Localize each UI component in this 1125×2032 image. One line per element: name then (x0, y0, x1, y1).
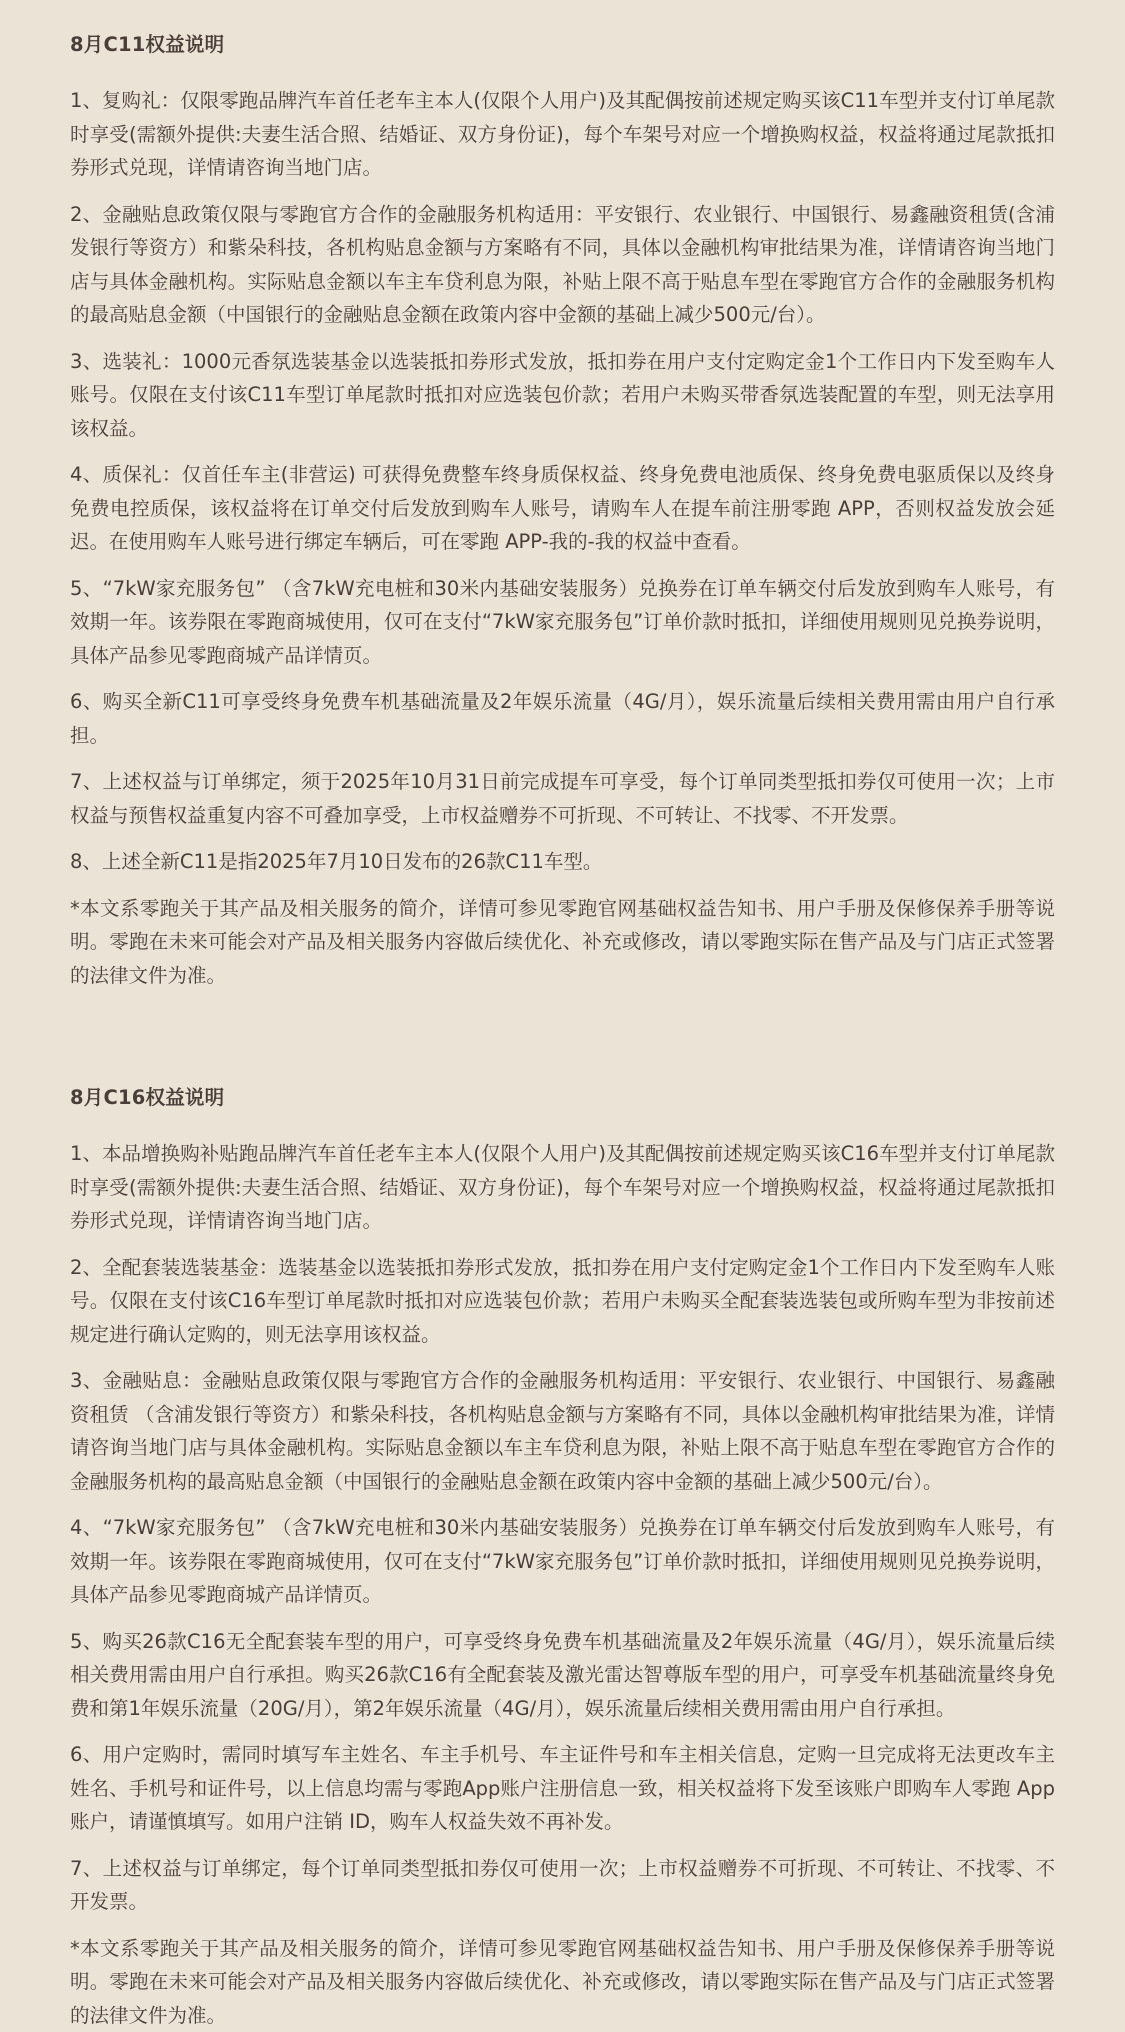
c11-item-2: 2、金融贴息政策仅限与零跑官方合作的金融服务机构适用：平安银行、农业银行、中国银行、易鑫融资租赁(含浦发银行等资方）和紫朵科技，各机构贴息金额与方案略有不同，具体以金融机构审批结果为准，详情请咨询当地门店与具体金融机构。实际贴息金额以车主车贷利息为限，补贴上限不高于贴息车型在零跑官方合作的金融服务机构的最高贴息金额（中国银行的金融贴息金额在政策内容中金额的基础上减少500元/台）。 (70, 198, 1055, 332)
c11-benefits-section (70, 28, 1055, 992)
c11-item-3: 3、选装礼：1000元香氛选装基金以选装抵扣券形式发放，抵扣券在用户支付定购定金1个工作日内下发至购车人账号。仅限在支付该C11车型订单尾款时抵扣对应选装包价款；若用户未购买带香氛选装配置的车型，则无法享用该权益。 (70, 345, 1055, 446)
c11-item-6: 6、购买全新C11可享受终身免费车机基础流量及2年娱乐流量（4G/月），娱乐流量后续相关费用需由用户自行承担。 (70, 685, 1055, 752)
section-spacer (70, 1005, 1055, 1081)
c16-item-7: 7、上述权益与订单绑定，每个订单同类型抵扣券仅可使用一次；上市权益赠券不可折现、不可转让、不找零、不开发票。 (70, 1852, 1055, 1919)
section-title-c16: 8月C16权益说明 (70, 1081, 1055, 1115)
c11-disclaimer-note: *本文系零跑关于其产品及相关服务的简介，详情可参见零跑官网基础权益告知书、用户手册及保修保养手册等说明。零跑在未来可能会对产品及相关服务内容做后续优化、补充或修改，请以零跑实际在售产品及与门店正式签署的法律文件为准。 (70, 892, 1055, 993)
section-title-c11: 8月C11权益说明 (70, 28, 1055, 62)
c16-disclaimer-note: *本文系零跑关于其产品及相关服务的简介，详情可参见零跑官网基础权益告知书、用户手册及保修保养手册等说明。零跑在未来可能会对产品及相关服务内容做后续优化、补充或修改，请以零跑实际在售产品及与门店正式签署的法律文件为准。 (70, 1932, 1055, 2032)
c11-item-5: 5、“7kW家充服务包” （含7kW充电桩和30米内基础安装服务）兑换券在订单车辆交付后发放到购车人账号，有效期一年。该券限在零跑商城使用，仅可在支付“7kW家充服务包”订单价款时抵扣，详细使用规则见兑换券说明，具体产品参见零跑商城产品详情页。 (70, 572, 1055, 673)
c16-benefits-section (70, 1081, 1055, 2032)
c16-item-3: 3、金融贴息：金融贴息政策仅限与零跑官方合作的金融服务机构适用：平安银行、农业银行、中国银行、易鑫融资租赁 （含浦发银行等资方）和紫朵科技，各机构贴息金额与方案略有不同，具体以金融机构审批结果为准，详情请咨询当地门店与具体金融机构。实际贴息金额以车主车贷利息为限，补贴上限不高于贴息车型在零跑官方合作的金融服务机构的最高贴息金额（中国银行的金融贴息金额在政策内容中金额的基础上减少500元/台）。 (70, 1364, 1055, 1498)
c16-item-6: 6、用户定购时，需同时填写车主姓名、车主手机号、车主证件号和车主相关信息，定购一旦完成将无法更改车主姓名、手机号和证件号，以上信息均需与零跑App账户注册信息一致，相关权益将下发至该账户即购车人零跑 App 账户，请谨慎填写。如用户注销 ID，购车人权益失效不再补发。 (70, 1738, 1055, 1839)
c11-item-7: 7、上述权益与订单绑定，须于2025年10月31日前完成提车可享受，每个订单同类型抵扣券仅可使用一次；上市权益与预售权益重复内容不可叠加享受，上市权益赠券不可折现、不可转让、不找零、不开发票。 (70, 765, 1055, 832)
c16-item-2: 2、全配套装选装基金：选装基金以选装抵扣券形式发放，抵扣券在用户支付定购定金1个工作日内下发至购车人账号。仅限在支付该C16车型订单尾款时抵扣对应选装包价款；若用户未购买全配套装选装包或所购车型为非按前述规定进行确认定购的，则无法享用该权益。 (70, 1251, 1055, 1352)
c11-item-4: 4、质保礼：仅首任车主(非营运) 可获得免费整车终身质保权益、终身免费电池质保、终身免费电驱质保以及终身免费电控质保，该权益将在订单交付后发放到购车人账号，请购车人在提车前注册零跑 APP，否则权益发放会延迟。在使用购车人账号进行绑定车辆后，可在零跑 APP-我的-我的权益中查看。 (70, 458, 1055, 559)
c16-item-1: 1、本品增换购补贴跑品牌汽车首任老车主本人(仅限个人用户)及其配偶按前述规定购买该C16车型并支付订单尾款时享受(需额外提供:夫妻生活合照、结婚证、双方身份证)，每个车架号对应一个增换购权益，权益将通过尾款抵扣券形式兑现，详情请咨询当地门店。 (70, 1137, 1055, 1238)
c16-item-5: 5、购买26款C16无全配套装车型的用户，可享受终身免费车机基础流量及2年娱乐流量（4G/月），娱乐流量后续相关费用需由用户自行承担。购买26款C16有全配套装及激光雷达智尊版车型的用户，可享受车机基础流量终身免费和第1年娱乐流量（20G/月），第2年娱乐流量（4G/月），娱乐流量后续相关费用需由用户自行承担。 (70, 1625, 1055, 1726)
c16-item-4: 4、“7kW家充服务包” （含7kW充电桩和30米内基础安装服务）兑换券在订单车辆交付后发放到购车人账号，有效期一年。该券限在零跑商城使用，仅可在支付“7kW家充服务包”订单价款时抵扣，详细使用规则见兑换券说明，具体产品参见零跑商城产品详情页。 (70, 1511, 1055, 1612)
c11-item-8: 8、上述全新C11是指2025年7月10日发布的26款C11车型。 (70, 845, 1055, 879)
c11-item-1: 1、复购礼：仅限零跑品牌汽车首任老车主本人(仅限个人用户)及其配偶按前述规定购买该C11车型并支付订单尾款时享受(需额外提供:夫妻生活合照、结婚证、双方身份证)，每个车架号对应一个增换购权益，权益将通过尾款抵扣券形式兑现，详情请咨询当地门店。 (70, 84, 1055, 185)
